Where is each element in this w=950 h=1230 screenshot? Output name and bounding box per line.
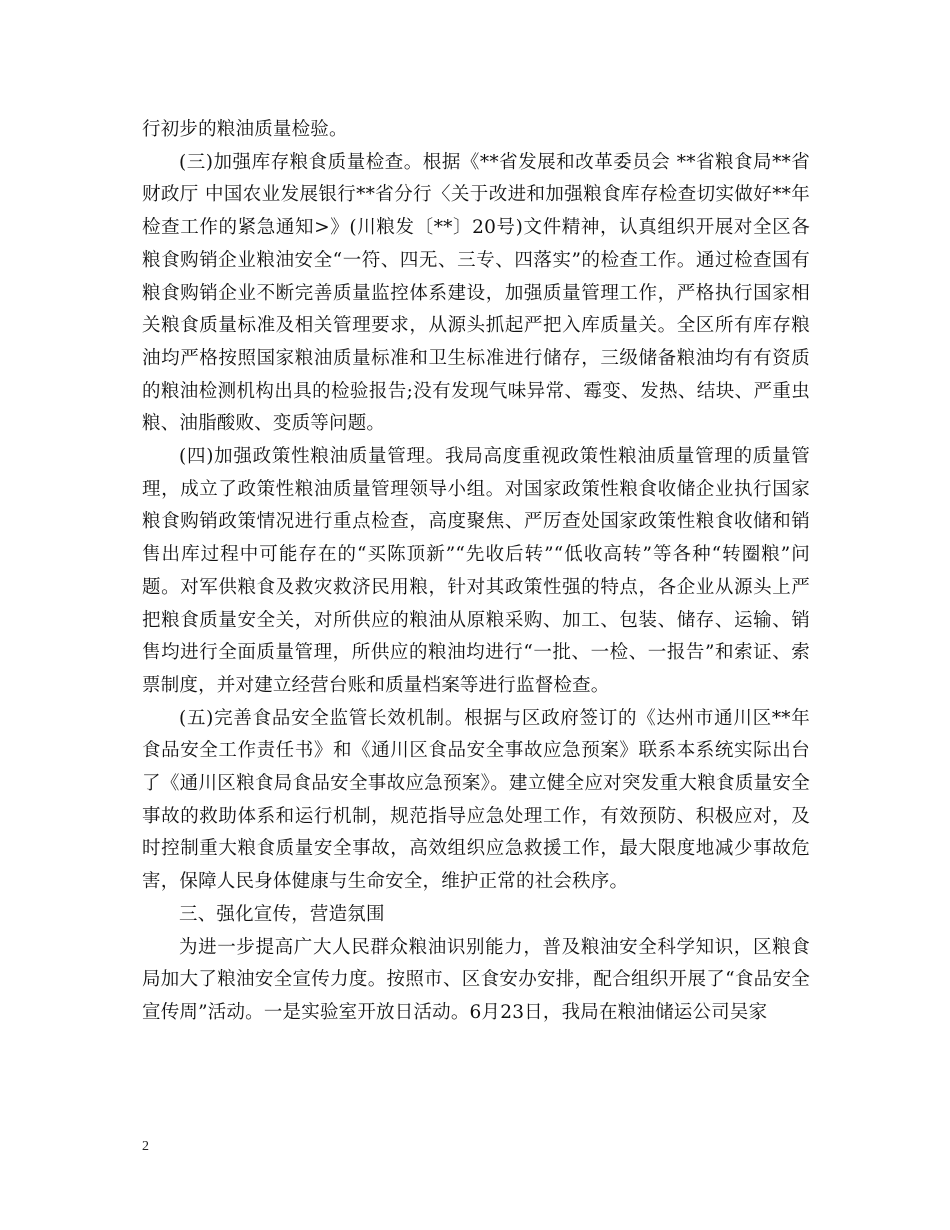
page-number: 2 bbox=[142, 1139, 149, 1154]
paragraph-food-safety-mechanism: (五)完善食品安全监管长效机制。根据与区政府签订的《达州市通川区**年食品安全工作责任书》和《通川区食品安全事故应急预案》联系本系统实际出台了《通川区粮食局食品安全事故应急预案》。建立健全应对突发重大粮食质量安全事故的救助体系和运行机制，规范指导应急处理工作，有效预防、积极应对，及时控制重大粮食质量安全事故，高效组织应急救援工作，最大限度地减少事故危害，保障人民身体健康与生命安全，维护正常的社会秩序。 bbox=[142, 707, 810, 893]
paragraph-inventory-inspection: (三)加强库存粮食质量检查。根据《**省发展和改革委员会 **省粮食局**省财政厅 中国农业发展银行**省分行〈关于改进和加强粮食库存检查切实做好**年检查工作的紧急通知>》(川粮发〔**〕20号)文件精神，认真组织开展对全区各粮食购销企业粮油安全“一符、四无、三专、四落实”的检查工作。通过检查国有粮食购销企业不断完善质量监控体系建设，加强质量管理工作，严格执行国家相关粮食质量标准及相关管理要求，从源头抓起严把入库质量关。全区所有库存粮油均严格按照国家粮油质量标准和卫生标准进行储存，三级储备粮油均有有资质的粮油检测机构出具的检验报告;没有发现气味异常、霉变、发热、结块、严重虫粮、油脂酸败、变质等问题。 bbox=[142, 151, 810, 435]
paragraph-continuation: 行初步的粮油质量检验。 bbox=[142, 119, 348, 140]
section-heading-publicity: 三、强化宣传，营造氛围 bbox=[179, 903, 385, 925]
document-body bbox=[142, 114, 810, 1030]
paragraph-policy-grain-management: (四)加强政策性粮油质量管理。我局高度重视政策性粮油质量管理的质量管理，成立了政策性粮油质量管理领导小组。对国家政策性粮食收储企业执行国家粮食购销政策情况进行重点检查，高度聚焦、严厉查处国家政策性粮食收储和销售出库过程中可能存在的“买陈顶新”“先收后转”“低收高转”等各种“转圈粮”问题。对军供粮食及救灾救济民用粮，针对其政策性强的特点，各企业从源头上严把粮食质量安全关，对所供应的粮油从原粮采购、加工、包装、储存、运输、销售均进行全面质量管理，所供应的粮油均进行“一批、一检、一报告”和索证、索票制度，并对建立经营台账和质量档案等进行监督检查。 bbox=[142, 446, 810, 696]
paragraph-publicity-activities: 为进一步提高广大人民群众粮油识别能力，普及粮油安全科学知识，区粮食局加大了粮油安全宣传力度。按照市、区食安办安排，配合组织开展了“食品安全宣传周”活动。一是实验室开放日活动。6月23日，我局在粮油储运公司吴家 bbox=[142, 936, 810, 1023]
